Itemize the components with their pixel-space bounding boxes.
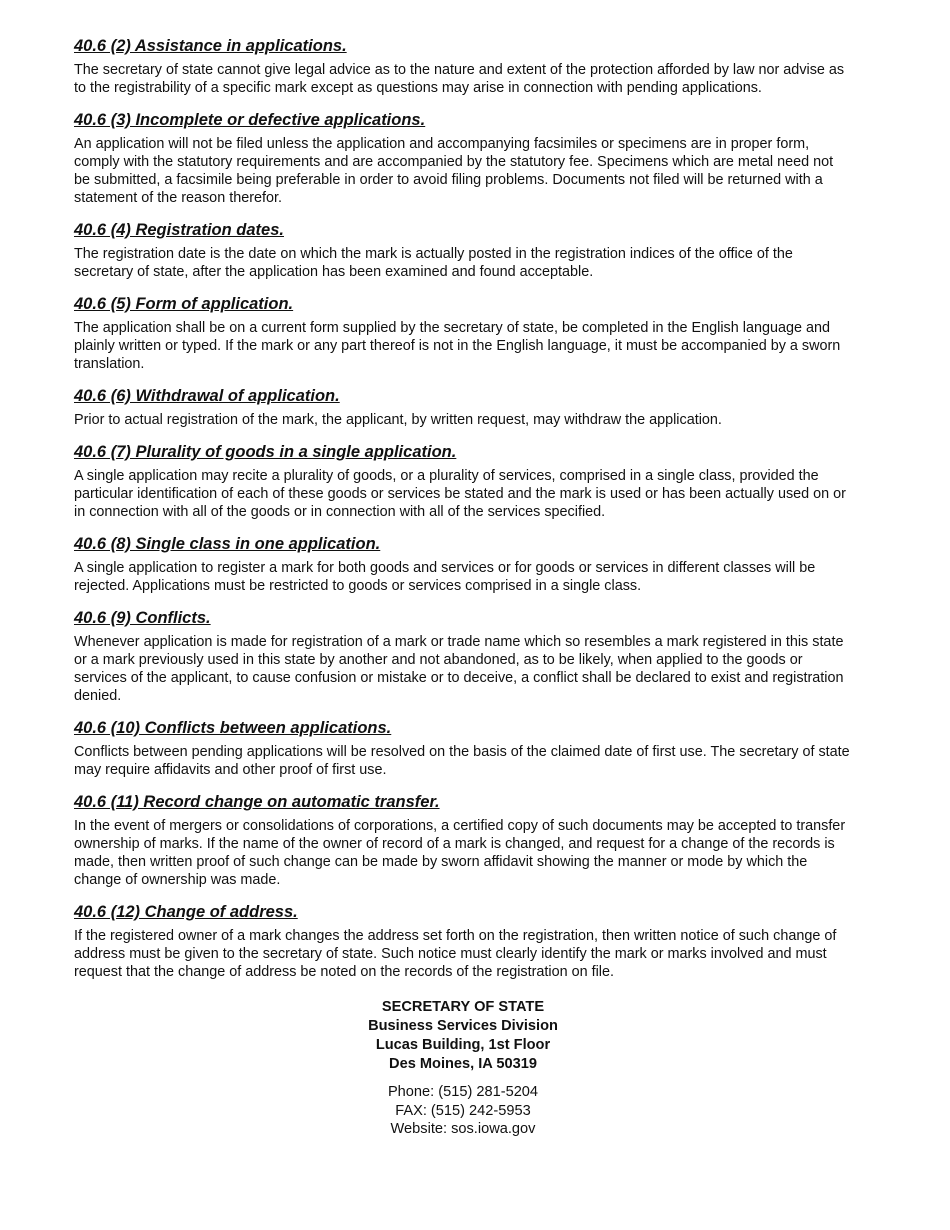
section-conflicts — [74, 608, 852, 705]
building-address: Lucas Building, 1st Floor — [375, 1037, 551, 1053]
section-heading: 40.6 (10) Conflicts between applications. — [74, 719, 392, 737]
section-withdrawal-of-application — [74, 386, 852, 429]
section-body: The registration date is the date on which the mark is actually posted in the registration indices of the office of the secretary of state, after the application has been examined and found acceptable. — [74, 246, 793, 280]
section-body: In the event of mergers or consolidations of corporations, a certified copy of such documents may be accepted to transfer ownership of marks. If the name of the owner of record of a mark is changed, and request for a change of the records is made, then written proof of such change can be made by sworn affidavit showing the manner or mode by which the change of ownership was made. — [74, 818, 846, 888]
section-body: The secretary of state cannot give legal advice as to the nature and extent of the protection afforded by law nor advise as to the registrability of a specific mark except as questions may arise in connection with pending applications. — [74, 62, 845, 96]
city-address: Des Moines, IA 50319 — [389, 1056, 537, 1072]
fax-number: FAX: (515) 242-5953 — [395, 1102, 531, 1119]
section-single-class — [74, 534, 852, 595]
section-heading: 40.6 (4) Registration dates. — [74, 221, 284, 239]
section-heading: 40.6 (5) Form of application. — [74, 295, 294, 313]
section-heading: 40.6 (12) Change of address. — [74, 903, 298, 921]
division-name: Business Services Division — [368, 1018, 558, 1034]
section-body: An application will not be filed unless the application and accompanying facsimiles or specimens are in proper form, comply with the statutory requirements and are accompanied by the statutory fee. Specimens which are metal need not be submitted, a facsimile being preferable in order to avoid filing problems. Documents not filed will be returned with a statement of the reason therefor. — [74, 136, 834, 206]
section-incomplete-applications — [74, 110, 852, 207]
section-record-change — [74, 792, 852, 889]
office-name: SECRETARY OF STATE — [381, 999, 545, 1015]
section-heading: 40.6 (2) Assistance in applications. — [74, 37, 347, 55]
section-assistance-in-applications — [74, 36, 852, 97]
section-body: Prior to actual registration of the mark, the applicant, by written request, may withdraw the application. — [74, 412, 722, 428]
section-heading: 40.6 (9) Conflicts. — [74, 609, 211, 627]
office-footer — [74, 998, 852, 1139]
section-body: If the registered owner of a mark changes the address set forth on the registration, then written notice of such change of address must be given to the secretary of state. Such notice must clearly identify the mark or marks involved and must request that the change of address be noted on the records of the registration on file. — [74, 928, 837, 980]
section-body: Conflicts between pending applications will be resolved on the basis of the claimed date of first use. The secretary of state may require affidavits and other proof of first use. — [74, 744, 850, 778]
section-body: A single application to register a mark for both goods and services or for goods or services in different classes will be rejected. Applications must be restricted to goods or services comprised in a single class. — [74, 560, 816, 594]
section-conflicts-between-applications — [74, 718, 852, 779]
section-form-of-application — [74, 294, 852, 373]
section-heading: 40.6 (8) Single class in one application. — [74, 535, 381, 553]
section-body: The application shall be on a current form supplied by the secretary of state, be completed in the English language and plainly written or typed. If the mark or any part thereof is not in the English language, it must be accompanied by a sworn translation. — [74, 320, 841, 372]
section-heading: 40.6 (11) Record change on automatic transfer. — [74, 793, 440, 811]
section-plurality-of-goods — [74, 442, 852, 521]
website-link[interactable]: Website: sos.iowa.gov — [390, 1121, 536, 1137]
section-registration-dates — [74, 220, 852, 281]
contact-block — [74, 1083, 852, 1139]
section-change-of-address — [74, 902, 852, 981]
section-heading: 40.6 (3) Incomplete or defective applications. — [74, 111, 426, 129]
section-heading: 40.6 (7) Plurality of goods in a single application. — [74, 443, 457, 461]
phone-number: Phone: (515) 281-5204 — [387, 1084, 539, 1100]
section-body: A single application may recite a plurality of goods, or a plurality of services, comprised in a single class, provided the particular identification of each of these goods or services be stated and the mark is used or has been actually used on or in connection with all of the goods or in connection with all of the services specified. — [74, 468, 846, 520]
section-body: Whenever application is made for registration of a mark or trade name which so resembles a mark registered in this state or a mark previously used in this state by another and not abandoned, as to be likely, when applied to the goods or services of the applicant, to cause confusion or mistake or to deceive, a conflict shall be declared to exist and registration denied. — [74, 634, 844, 704]
section-heading: 40.6 (6) Withdrawal of application. — [74, 387, 340, 405]
